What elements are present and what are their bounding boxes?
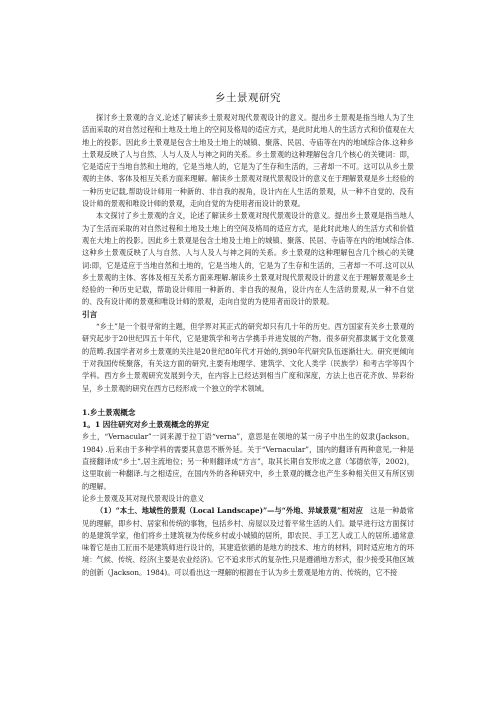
document-body [82,112,414,579]
section-1-1-paragraph: 乡土，“Vernacular”一词来源于拉丁语“verna”，意思是在领地的某一房子中出生的奴隶(Jackson。1984) .后来由于多种学科的需要其意思不断外延。关于“Vernacular”，国内的翻译有两种意见,一种是直接翻译成“乡土”,居主流地位；另一种则翻译成“方言”，取其长期自发形成之意（邹德依等，2002)，这里取前一种翻译.与之相适应，在国内外的各种研究中，乡土景观的概念也产生多种相关但又有所区别的理解。 [82,432,414,491]
abstract-paragraph-1: 探讨乡土景观的含义,论述了解读乡土景观对现代景观设计的意义。提出乡土景观是指当地人为了生活而采取的对自然过程和土地及土地上的空间及格局的适应方式，是此时此地人的生活方式和价值观在大地上的投影。因此乡土景观是包含土地及土地上的城镇、聚落、民居、寺庙等在内的地域综合体.这种乡土景观反映了人与自然、人与人及人与神之间的关系。乡土景观的这种理解包含几个核心的关键词：即，它是适应于当地自然和土地的，它是当地人的，它是为了生存和生活的，三者却一不可。这可以从乡土景观的主体、客体及相互关系方面来理解。解读乡土景观对现代景观设计的意义在于理解景观是乡土经验的一种历史记载,帮助设计师用一种新的、非自我的视角，设计内在人生活的景观，从一种不自觉的、没有设计师的景观和唯设计师的景观，走向自觉的为使用者而设计的景观。 [82,113,414,209]
intro-heading: 引言 [82,309,98,319]
document-title: 乡土景观研究 [215,92,281,104]
item-1-heading: （1）“本土、地域性的景观（Local Landscape)”—与“外地、异域景观”相对应 [96,506,364,516]
item-1-paragraph [82,505,414,579]
abstract-paragraph-2: 本文探讨了乡土景观的含义，论述了解读乡土景观对现代景观设计的意义。提出乡土景观是指当地人为了生活而采取的对自然过程和土地及土地上的空间及格局的适应方式，是此时此地人的生活方式和价值观在大地上的投影。因此乡土景观是包含土地及土地上的城镇、聚落、民居、寺庙等在内的地域综合体.这种乡土景观反映了人与自然、人与人及人与神之间的关系。乡土景观的这种理解包含几个核心的关键词:即，它是适应于当地自然和土地的，它是当地人的，它是为了生存和生活的，三者却一不可.这可以从乡土景观的主体、客体及相互关系方面来理解.解读乡土景观对现代景观设计的意义在于理解景观是乡土经验的一种历史记载，帮助设计师用一种新的、非自我的视角，设计内在人生活的景观,从一种不自觉的、没有设计师的景观和唯设计师的景观，走向自觉的为使用者而设计的景观。 [82,211,414,307]
section-1-1-heading: 1。1 因往研究对乡土景观概念的界定 [82,420,210,430]
section-gap [82,395,414,407]
intro-paragraph: “乡土”是一个很寻常的主题，但学界对其正式的研究却只有几十年的历史。西方国家有关乡土景观的研究起步于20世纪四五十年代，它是建筑学和考古学携手并进发展的产物。很多研究都隶属于文化景观的范畴.我国学者对乡土景观的关注是20世纪80年代才开始的,到90年代研究队伍逐渐壮大。研究更倾向于对我国传统聚落，有关这方面的研究,主要有地理学、建筑学、文化人类学（民族学）和考古学等四个学科。西方乡土景观研究发展到今天，在内容上已经达到相当广度和深度，方法上也百花齐放、异彩纷呈，乡土景观的研究在西方已经形成一个独立的学术领域。 [82,322,414,393]
section-1-heading: 1.乡土景观概念 [82,407,136,417]
item-1-text: 这是一种最常见的理解，即乡村、居家和传统的事物，包括乡村、房屋以及过着平常生活的人们。最早进行这方面探讨的是建筑学家，他们将乡土建筑视为传统乡村或小城镇的居所，即农民、手工艺人或工人的居所.通常意味着它是由工匠而不是建筑师进行设计的，其建造依循的是地方的技术、地方的材料，同时适应地方的环境：气候、传统、经济(主要是农业经济)。它不追求形式的复杂性,只是遵循地方形式，很少接受其他区域的创新（Jackson。1984)。可以看出这一理解的根源在于认为乡土景观是地方的、传统的，它不接 [82,506,414,577]
section-1-1-subtitle: 论乡土景观及其对现代景观设计的意义 [82,493,205,503]
